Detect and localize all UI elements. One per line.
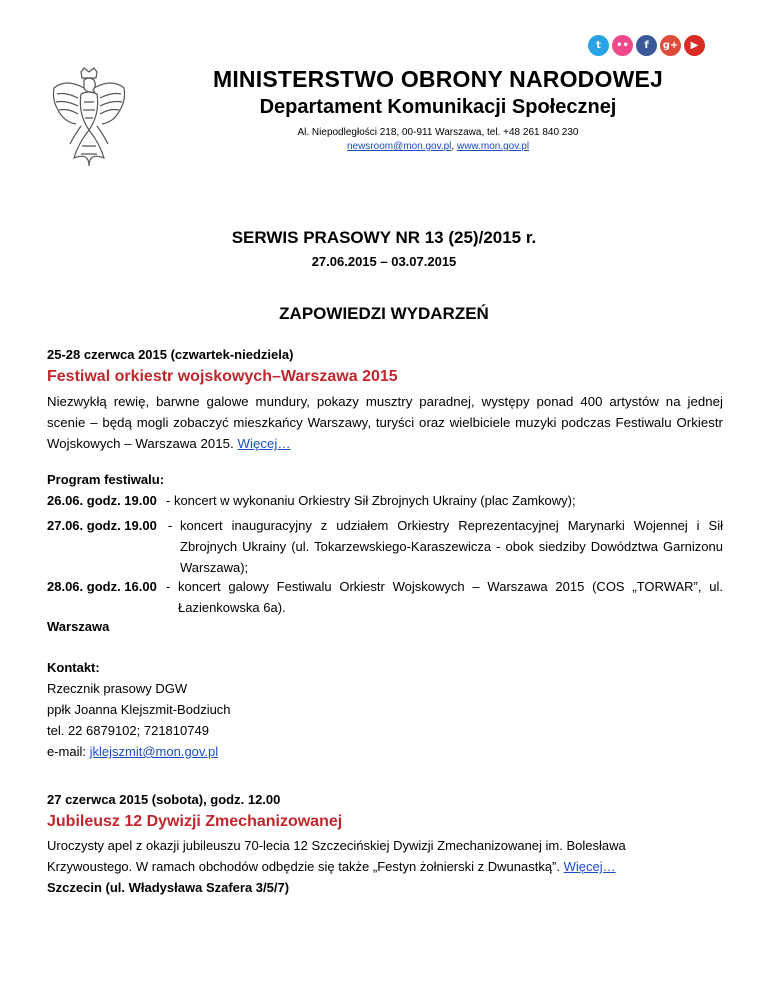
website-link[interactable]: www.mon.gov.pl bbox=[456, 141, 530, 152]
contact-role: Rzecznik prasowy DGW bbox=[47, 681, 188, 696]
program-item-desc: koncert inauguracyjny z udziałem Orkiestry Reprezentacyjnej Marynarki Wojennej i Sił Zbrojnych Ukrainy (ul. Tokarzewskiego-Karaszewicza - obok siedziby Dowództwa Garnizonu Warszawa); bbox=[180, 518, 723, 575]
event1-date: 25-28 czerwca 2015 (czwartek-niedziela) bbox=[47, 347, 294, 362]
program-item-dash: - bbox=[166, 579, 171, 594]
twitter-icon[interactable]: t bbox=[588, 35, 609, 56]
program-item-desc: - koncert w wykonaniu Orkiestry Sił Zbrojnych Ukrainy (plac Zamkowy); bbox=[166, 493, 576, 508]
links-separator: , bbox=[451, 141, 457, 152]
ministry-title: MINISTERSTWO OBRONY NARODOWEJ bbox=[212, 66, 664, 92]
event2-title: Jubileusz 12 Dywizji Zmechanizowanej bbox=[47, 813, 343, 830]
program-label: Program festiwalu: bbox=[47, 472, 165, 487]
program-item bbox=[47, 576, 723, 618]
googleplus-icon[interactable]: g+ bbox=[660, 35, 681, 56]
facebook-icon[interactable]: f bbox=[636, 35, 657, 56]
section-title: ZAPOWIEDZI WYDARZEŃ bbox=[279, 304, 489, 323]
event1-more-link[interactable]: Więcej… bbox=[237, 436, 291, 451]
event2-more-link[interactable]: Więcej… bbox=[563, 859, 616, 874]
department-title: Departament Komunikacji Społecznej bbox=[259, 96, 617, 118]
program-item bbox=[47, 490, 723, 511]
newsroom-email-link[interactable]: newsroom@mon.gov.pl bbox=[346, 141, 452, 152]
social-icons-bar bbox=[588, 35, 705, 56]
event2-desc-line2 bbox=[47, 856, 723, 877]
event1-title: Festiwal orkiestr wojskowych–Warszawa 2015 bbox=[47, 368, 398, 385]
eagle-emblem-icon bbox=[48, 66, 130, 168]
program-item-time: 28.06. godz. 16.00 bbox=[47, 579, 157, 594]
program-item-time: 26.06. godz. 19.00 bbox=[47, 493, 157, 508]
event1-desc-text: Niezwykłą rewię, barwne galowe mundury, pokazy musztry paradnej, występy ponad 400 artystów na jednej scenie – będą mogli zobaczyć mieszkańcy Warszawy, turyści oraz wielbiciele muzyki podczas Festiwalu Orkiestr Wojskowych – Warszawa 2015. bbox=[47, 394, 723, 451]
program-item-desc: koncert galowy Festiwalu Orkiestr Wojskowych – Warszawa 2015 (COS „TORWAR”, ul. Łazienkowska 6a). bbox=[178, 579, 723, 615]
event1-location: Warszawa bbox=[47, 619, 110, 634]
contact-links bbox=[188, 141, 688, 152]
event2-desc-text: Krzywoustego. W ramach obchodów odbędzie się także „Festyn żołnierski z Dwunastką”. bbox=[47, 859, 564, 874]
event1-description bbox=[47, 391, 723, 454]
contact-label: Kontakt: bbox=[47, 660, 100, 675]
contact-email-link[interactable]: jklejszmit@mon.gov.pl bbox=[89, 744, 219, 759]
flickr-icon[interactable]: •• bbox=[612, 35, 633, 56]
program-item-time: 27.06. godz. 19.00 bbox=[47, 518, 157, 533]
contact-email-label: e-mail: bbox=[47, 744, 90, 759]
service-title: SERWIS PRASOWY NR 13 (25)/2015 r. bbox=[231, 228, 537, 247]
service-dates: 27.06.2015 – 03.07.2015 bbox=[311, 254, 457, 269]
contact-email-line bbox=[47, 741, 723, 762]
contact-phone: tel. 22 6879102; 721810749 bbox=[47, 723, 209, 738]
program-item bbox=[47, 515, 723, 578]
contact-name: ppłk Joanna Klejszmit-Bodziuch bbox=[47, 702, 231, 717]
program-item-dash: - bbox=[168, 518, 173, 533]
youtube-icon[interactable]: ▶ bbox=[684, 35, 705, 56]
event2-desc-line1: Uroczysty apel z okazji jubileuszu 70-lecia 12 Szczecińskiej Dywizji Zmechanizowanej im. Bolesława bbox=[47, 838, 626, 853]
address-line: Al. Niepodległości 218, 00-911 Warszawa, tel. +48 261 840 230 bbox=[297, 127, 579, 138]
event2-date: 27 czerwca 2015 (sobota), godz. 12.00 bbox=[47, 792, 281, 807]
event2-location: Szczecin (ul. Władysława Szafera 3/5/7) bbox=[47, 880, 290, 895]
